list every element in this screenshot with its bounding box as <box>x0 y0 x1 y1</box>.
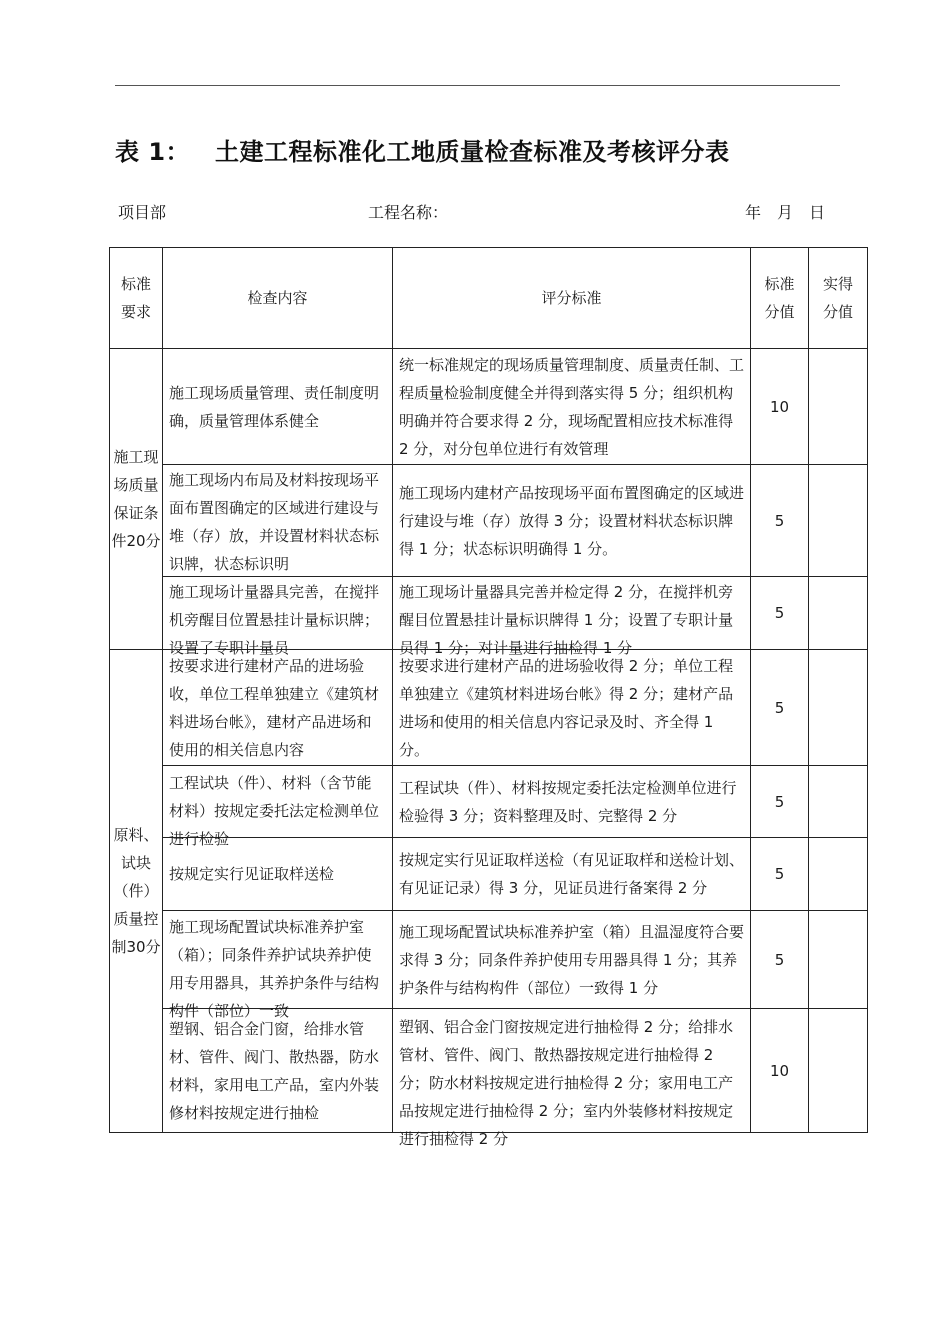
standard-score-cell: 5 <box>751 766 809 838</box>
standard-score-cell: 5 <box>751 650 809 766</box>
criteria-cell: 工程试块（件）、材料按规定委托法定检测单位进行检验得 3 分；资料整理及时、完整得 2 分 <box>393 766 751 838</box>
actual-score-cell[interactable] <box>809 766 868 838</box>
actual-score-cell[interactable] <box>809 577 868 650</box>
criteria-cell: 统一标准规定的现场质量管理制度、质量责任制、工程质量检验制度健全并得到落实得 5 分；组织机构明确并符合要求得 2 分，现场配置相应技术标准得 2 分，对分包单位进行有效管理 <box>393 349 751 465</box>
criteria-cell: 施工现场内建材产品按现场平面布置图确定的区域进行建设与堆（存）放得 3 分；设置材料状态标识牌得 1 分；状态标识明确得 1 分。 <box>393 465 751 577</box>
table-header-row <box>110 248 868 349</box>
actual-score-cell[interactable] <box>809 838 868 911</box>
day-label: 日 <box>809 203 826 222</box>
content-cell: 塑钢、铝合金门窗，给排水管材、管件、阀门、散热器，防水材料，家用电工产品，室内外装修材料按规定进行抽检 <box>163 1009 393 1133</box>
content-cell: 施工现场质量管理、责任制度明确，质量管理体系健全 <box>163 349 393 465</box>
table-row <box>110 911 868 1009</box>
content-cell: 施工现场内布局及材料按现场平面布置图确定的区域进行建设与堆（存）放，并设置材料状态标识牌，状态标识明 <box>163 465 393 577</box>
standard-score-cell: 5 <box>751 838 809 911</box>
table-row <box>110 650 868 766</box>
criteria-cell: 施工现场配置试块标准养护室（箱）且温湿度符合要求得 3 分；同条件养护使用专用器具得 1 分；其养护条件与结构构件（部位）一致得 1 分 <box>393 911 751 1009</box>
header-standard-score: 标准 分值 <box>751 248 809 349</box>
criteria-cell: 按规定实行见证取样送检（有见证取样和送检计划、有见证记录）得 3 分，见证员进行备案得 2 分 <box>393 838 751 911</box>
standard-score-cell: 5 <box>751 577 809 650</box>
standard-score-cell: 5 <box>751 465 809 577</box>
category-cell: 施工现场质量保证条件20分 <box>110 349 163 650</box>
actual-score-cell[interactable] <box>809 349 868 465</box>
standard-score-cell: 10 <box>751 1009 809 1133</box>
content-cell: 施工现场计量器具完善，在搅拌机旁醒目位置悬挂计量标识牌；设置了专职计量员 <box>163 577 393 650</box>
table-number: 表 1： <box>115 138 191 166</box>
actual-score-cell[interactable] <box>809 911 868 1009</box>
category-cell: 原料、试块（件）质量控制30分 <box>110 650 163 1133</box>
table-row <box>110 465 868 577</box>
standard-score-cell: 5 <box>751 911 809 1009</box>
department-label: 项目部 <box>118 203 167 222</box>
table-title: 土建工程标准化工地质量检查标准及考核评分表 <box>215 138 730 166</box>
header-standard: 标准 要求 <box>110 248 163 349</box>
month-label: 月 <box>777 203 794 222</box>
criteria-cell: 按要求进行建材产品的进场验收得 2 分；单位工程单独建立《建筑材料进场台帐》得 2 分；建材产品进场和使用的相关信息内容记录及时、齐全得 1 分。 <box>393 650 751 766</box>
table-row <box>110 766 868 838</box>
content-cell: 按规定实行见证取样送检 <box>163 838 393 911</box>
content-cell: 施工现场配置试块标准养护室（箱）；同条件养护试块养护使用专用器具，其养护条件与结构构件（部位）一致 <box>163 911 393 1009</box>
table-row <box>110 349 868 465</box>
top-rule <box>115 85 840 86</box>
criteria-cell: 塑钢、铝合金门窗按规定进行抽检得 2 分；给排水管材、管件、阀门、散热器按规定进行抽检得 2 分；防水材料按规定进行抽检得 2 分；家用电工产品按规定进行抽检得 2 分；室内外装修材料按规定进行抽检得 2 分 <box>393 1009 751 1133</box>
table-row <box>110 577 868 650</box>
criteria-cell: 施工现场计量器具完善并检定得 2 分，在搅拌机旁醒目位置悬挂计量标识牌得 1 分；设置了专职计量员得 1 分；对计量进行抽检得 1 分 <box>393 577 751 650</box>
actual-score-cell[interactable] <box>809 1009 868 1133</box>
content-cell: 工程试块（件）、材料（含节能材料）按规定委托法定检测单位进行检验 <box>163 766 393 838</box>
table-row <box>110 1009 868 1133</box>
page-title <box>115 132 730 167</box>
actual-score-cell[interactable] <box>809 465 868 577</box>
header-actual-score: 实得 分值 <box>809 248 868 349</box>
date-label <box>745 200 841 223</box>
header-content: 检查内容 <box>163 248 393 349</box>
content-cell: 按要求进行建材产品的进场验收，单位工程单独建立《建筑材料进场台帐》，建材产品进场和使用的相关信息内容 <box>163 650 393 766</box>
header-criteria: 评分标准 <box>393 248 751 349</box>
scoring-table <box>109 247 868 1148</box>
project-name-label: 工程名称： <box>368 203 449 222</box>
standard-score-cell: 10 <box>751 349 809 465</box>
year-label: 年 <box>745 203 762 222</box>
actual-score-cell[interactable] <box>809 650 868 766</box>
